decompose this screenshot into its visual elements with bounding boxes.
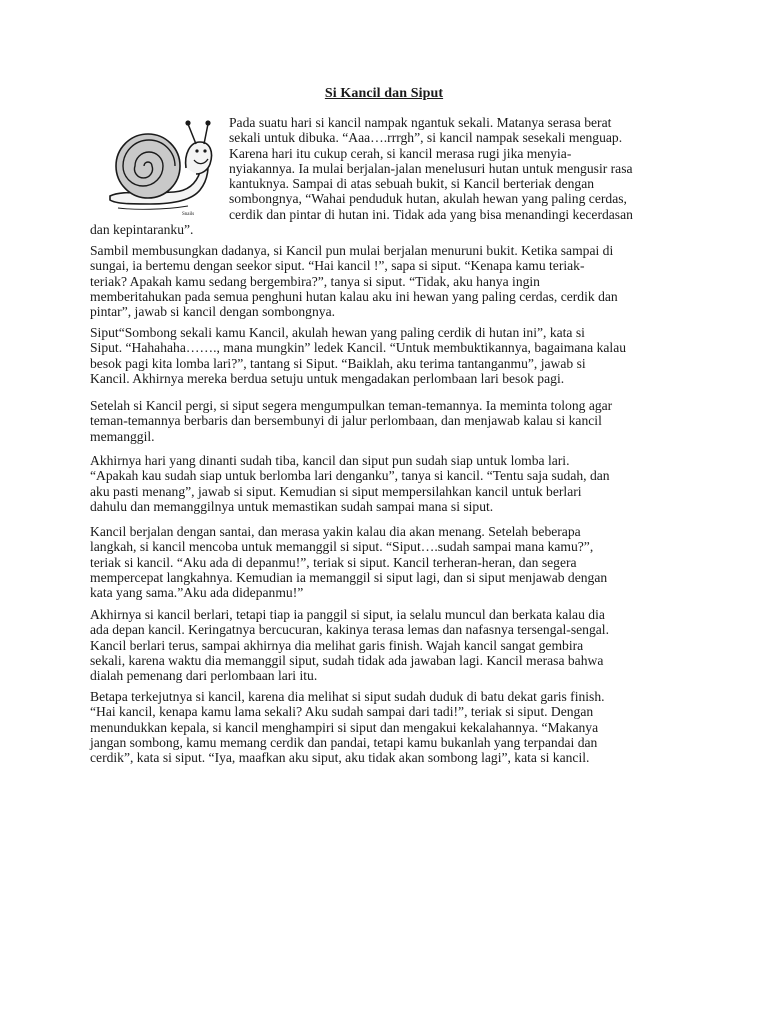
svg-text:Snails: Snails xyxy=(182,212,195,217)
paragraph-3: Siput“Sombong sekali kamu Kancil, akulah hewan yang paling cerdik di hutan ini”, kata si Siput. “Hahahaha……., mana mungkin” ledek Kancil. “Untuk membuktikannya, bagaimana kalau besok pagi kita lomba lari?”, tantang si Siput. “Baiklah, aku terima tantanganmu”, jawab si Kancil. Akhirnya mereka berdua setuju untuk mengadakan perlombaan lari besok pagi. xyxy=(90,325,627,386)
paragraph-1: Pada suatu hari si kancil nampak ngantuk sekali. Matanya serasa berat sekali untuk dibuka. “Aaa….rrrgh”, si kancil nampak sesekali menguap. Karena hari itu cukup cerah, si kancil merasa rugi jika menyia- nyiakannya. Ia mulai berjalan-jalan menelusuri hutan untuk mengusir rasa kantuknya. Sampai di atas sebuah bukit, si Kancil berteriak dengan sombongnya, “Wahai penduduk hutan, akulah hewan yang paling cerdas, cerdik dan pintar di hutan ini. Tidak ada yang bisa menandingi kecerdasan dan kepintaranku”. xyxy=(90,115,633,238)
paragraph-6: Kancil berjalan dengan santai, dan merasa yakin kalau dia akan menang. Setelah beberapa langkah, si kancil mencoba untuk memanggil si siput. “Siput….sudah sampai mana kamu?”, teriak si kancil. “Aku ada di depanmu!”, teriak si siput. Kancil terheran-heran, dan segera mempercepat langkahnya. Kemudian ia memanggil si siput lagi, dan si siput menjawab dengan kata yang sama.”Aku ada didepanmu!” xyxy=(90,524,608,601)
paragraph-7: Akhirnya si kancil berlari, tetapi tiap ia panggil si siput, ia selalu muncul dan berkata kalau dia ada depan kancil. Keringatnya bercucuran, kakinya terasa lemas dan nafasnya tersengal-sengal. Kancil berlari terus, sampai akhirnya dia melihat garis finish. Wajah kancil sangat gembira sekali, karena waktu dia memanggil siput, sudah tidak ada jawaban lagi. Kancil merasa bahwa dialah pemenang dari perlombaan lari itu. xyxy=(90,607,609,684)
story-title: Si Kancil dan Siput xyxy=(324,86,444,101)
paragraph-8: Betapa terkejutnya si kancil, karena dia melihat si siput sudah duduk di batu dekat garis finish. “Hai kancil, kenapa kamu lama sekali? Aku sudah sampai dari tadi!”, teriak si siput. Dengan menundukkan kepala, si kancil menghampiri si siput dan mengakui kekalahannya. “Makanya jangan sombong, kamu memang cerdik dan pandai, tetapi kamu bukanlah yang terpandai dan cerdik”, kata si siput. “Iya, maafkan aku siput, aku tidak akan sombong lagi”, kata si kancil. xyxy=(90,689,605,766)
paragraph-2: Sambil membusungkan dadanya, si Kancil pun mulai berjalan menuruni bukit. Ketika sampai di sungai, ia bertemu dengan seekor siput. “Hai kancil !”, sapa si siput. “Kenapa kamu teriak- teriak? Apakah kamu sedang bergembira?”, tanya si siput. “Tidak, aku hanya ingin memberitahukan pada semua penghuni hutan kalau aku ini hewan yang paling cerdas, cerdik dan pintar”, jawab si kancil dengan sombongnya. xyxy=(90,243,618,320)
snail-cartoon-icon xyxy=(104,118,216,218)
paragraph-5: Akhirnya hari yang dinanti sudah tiba, kancil dan siput pun sudah siap untuk lomba lari. “Apakah kau sudah siap untuk berlomba lari denganku”, tanya si kancil. “Tentu saja sudah, dan aku pasti menang”, jawab si siput. Kemudian si siput mempersilahkan kancil untuk berlari dahulu dan memanggilnya untuk memastikan sudah sampai mana si siput. xyxy=(90,453,610,514)
paragraph-4: Setelah si Kancil pergi, si siput segera mengumpulkan teman-temannya. Ia meminta tolong agar teman-temannya berbaris dan bersembunyi di jalur perlombaan, dan menjawab kalau si kancil memanggil. xyxy=(90,398,613,444)
